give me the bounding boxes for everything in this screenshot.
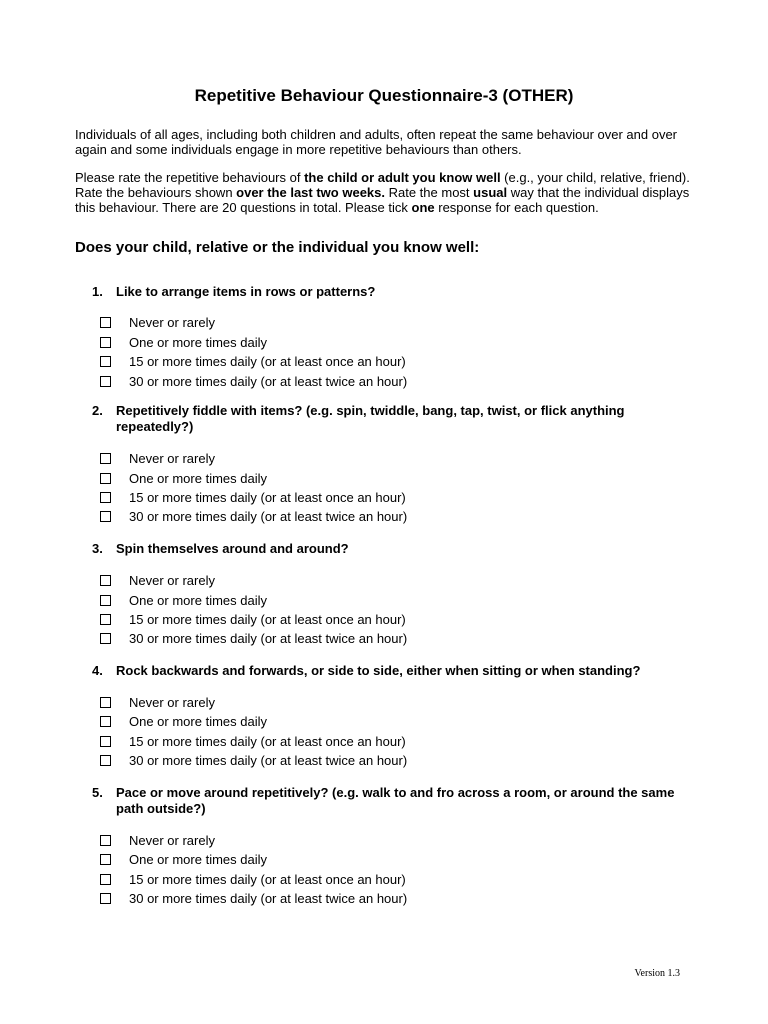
checkbox[interactable]: [100, 755, 111, 766]
option-label: 15 or more times daily (or at least once an hour): [129, 489, 406, 505]
checkbox[interactable]: [100, 356, 111, 367]
intro-emphasis: usual: [473, 185, 508, 200]
question-number: 1.: [92, 284, 103, 299]
option-label: 30 or more times daily (or at least twice an hour): [129, 752, 408, 768]
page-title: Repetitive Behaviour Questionnaire-3 (OTHER): [194, 86, 574, 105]
question-number: 2.: [92, 403, 103, 418]
q2-option-hourly[interactable]: [100, 488, 500, 506]
q5-option-daily[interactable]: [100, 850, 500, 868]
intro-paragraph-1: Individuals of all ages, including both children and adults, often repeat the same behaviour over and over again and some individuals engage in more repetitive behaviours than others.: [75, 127, 677, 157]
option-label: 30 or more times daily (or at least twice an hour): [129, 890, 408, 906]
checkbox[interactable]: [100, 854, 111, 865]
q2-option-twice-hourly[interactable]: [100, 507, 500, 525]
q5-option-never[interactable]: [100, 831, 500, 849]
question-1: [92, 284, 692, 300]
option-label: 30 or more times daily (or at least twice an hour): [129, 373, 408, 389]
checkbox[interactable]: [100, 633, 111, 644]
question-2: [92, 403, 692, 435]
question-text: Spin themselves around and around?: [116, 541, 349, 556]
intro-text: way that the individual displays this behaviour. There are 20 questions in total. Please tick: [75, 185, 690, 215]
question-text: Rock backwards and forwards, or side to side, either when sitting or when standing?: [116, 663, 641, 678]
q3-option-hourly[interactable]: [100, 610, 500, 628]
checkbox[interactable]: [100, 614, 111, 625]
option-label: One or more times daily: [129, 470, 267, 486]
intro-text: Rate the most: [385, 185, 474, 200]
q2-option-daily[interactable]: [100, 469, 500, 487]
checkbox[interactable]: [100, 736, 111, 747]
q1-option-hourly[interactable]: [100, 352, 500, 370]
option-label: One or more times daily: [129, 851, 267, 867]
q4-option-never[interactable]: [100, 693, 500, 711]
option-label: Never or rarely: [129, 694, 215, 710]
q4-option-daily[interactable]: [100, 712, 500, 730]
option-label: 15 or more times daily (or at least once an hour): [129, 611, 406, 627]
option-label: 15 or more times daily (or at least once an hour): [129, 871, 406, 887]
intro-text: Please rate the repetitive behaviours of: [75, 170, 305, 185]
checkbox[interactable]: [100, 492, 111, 503]
checkbox[interactable]: [100, 453, 111, 464]
question-text: Like to arrange items in rows or patterns?: [116, 284, 376, 299]
checkbox[interactable]: [100, 697, 111, 708]
q4-option-twice-hourly[interactable]: [100, 751, 500, 769]
q2-option-never[interactable]: [100, 449, 500, 467]
intro-text: response for each question.: [434, 200, 599, 215]
q1-option-never[interactable]: [100, 313, 500, 331]
intro-emphasis: one: [411, 200, 435, 215]
question-number: 5.: [92, 785, 103, 800]
option-label: Never or rarely: [129, 314, 215, 330]
option-label: 30 or more times daily (or at least twice an hour): [129, 508, 408, 524]
q4-option-hourly[interactable]: [100, 732, 500, 750]
option-label: 30 or more times daily (or at least twice an hour): [129, 630, 408, 646]
option-label: One or more times daily: [129, 713, 267, 729]
q5-option-hourly[interactable]: [100, 870, 500, 888]
checkbox[interactable]: [100, 716, 111, 727]
question-number: 4.: [92, 663, 103, 678]
checkbox[interactable]: [100, 511, 111, 522]
option-label: Never or rarely: [129, 450, 215, 466]
checkbox[interactable]: [100, 893, 111, 904]
intro-text: (e.g., your child, relative, friend). Rate the behaviours shown: [75, 170, 690, 200]
option-label: Never or rarely: [129, 572, 215, 588]
checkbox[interactable]: [100, 317, 111, 328]
question-number: 3.: [92, 541, 103, 556]
intro-paragraph-2: [75, 170, 705, 215]
q1-option-daily[interactable]: [100, 333, 500, 351]
intro-emphasis: the child or adult you know well: [304, 170, 501, 185]
option-label: 15 or more times daily (or at least once an hour): [129, 353, 406, 369]
q3-option-daily[interactable]: [100, 591, 500, 609]
option-label: Never or rarely: [129, 832, 215, 848]
question-text: Pace or move around repetitively? (e.g. walk to and fro across a room, or around the same path outside?): [116, 785, 675, 816]
q1-option-twice-hourly[interactable]: [100, 372, 500, 390]
option-label: One or more times daily: [129, 334, 267, 350]
lead-question: Does your child, relative or the individual you know well:: [75, 239, 480, 256]
question-5: [92, 785, 692, 817]
question-text: Repetitively fiddle with items? (e.g. spin, twiddle, bang, tap, twist, or flick anything repeatedly?): [116, 403, 625, 434]
checkbox[interactable]: [100, 595, 111, 606]
option-label: One or more times daily: [129, 592, 267, 608]
checkbox[interactable]: [100, 874, 111, 885]
q3-option-twice-hourly[interactable]: [100, 629, 500, 647]
question-3: [92, 541, 692, 557]
option-label: 15 or more times daily (or at least once an hour): [129, 733, 406, 749]
question-4: [92, 663, 692, 679]
q5-option-twice-hourly[interactable]: [100, 889, 500, 907]
q3-option-never[interactable]: [100, 571, 500, 589]
checkbox[interactable]: [100, 835, 111, 846]
checkbox[interactable]: [100, 473, 111, 484]
checkbox[interactable]: [100, 575, 111, 586]
intro-emphasis: over the last two weeks.: [236, 185, 385, 200]
checkbox[interactable]: [100, 376, 111, 387]
version-label: Version 1.3: [634, 968, 680, 979]
checkbox[interactable]: [100, 337, 111, 348]
